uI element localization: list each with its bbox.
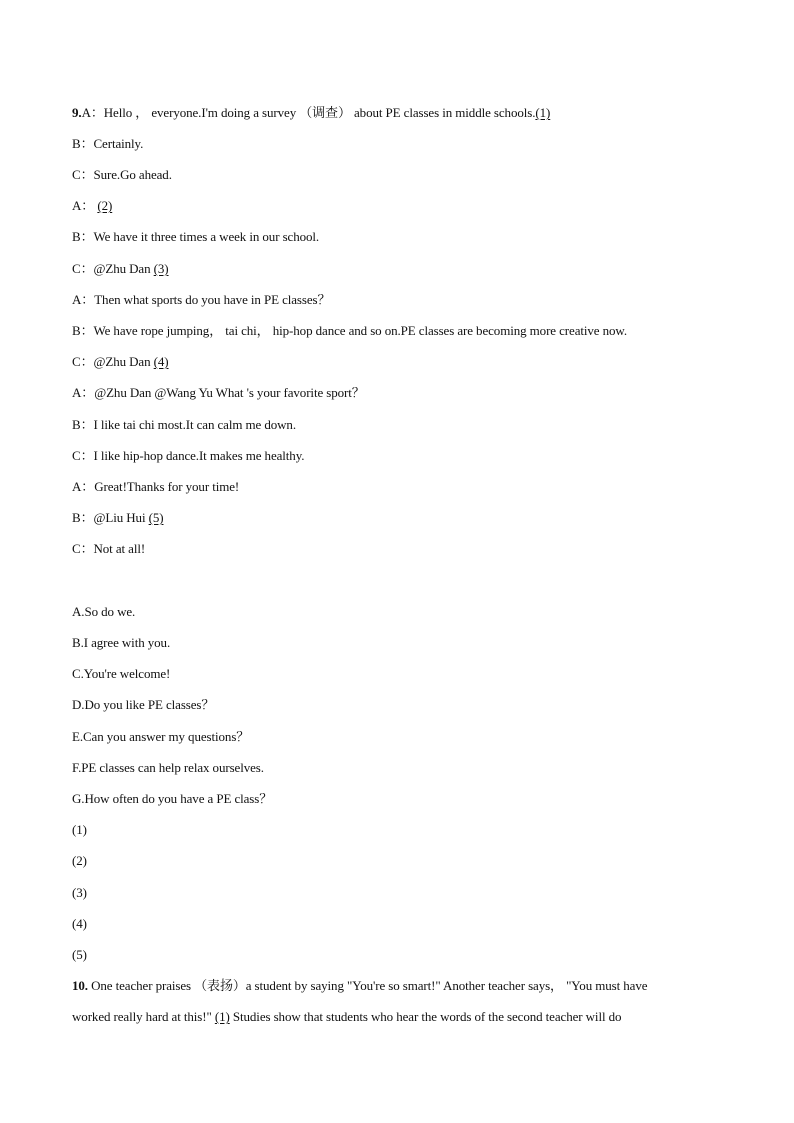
q10-line-2	[72, 1009, 621, 1025]
option-a: A.So do we.	[72, 604, 136, 619]
speaker: B：	[72, 229, 94, 244]
question-number: 9.	[72, 105, 82, 120]
q9-line-1	[72, 105, 550, 121]
dialogue-text: @Zhu Dan @Wang Yu What 's your favorite sport？	[94, 385, 365, 400]
dialogue-text: We have it three times a week in our school.	[93, 229, 320, 244]
speaker: A：	[72, 385, 95, 400]
dialogue-text: @Liu Hui	[93, 510, 146, 525]
dialogue-text: We have rope jumping， tai chi， hip-hop dance and so on.PE classes are becoming more creative now.	[93, 323, 628, 338]
answer-blank[interactable]: (5)	[148, 510, 164, 525]
answer-blank[interactable]: (3)	[153, 261, 169, 276]
q9-line-3	[72, 167, 172, 183]
dialogue-text: I like hip-hop dance.It makes me healthy.	[93, 448, 305, 463]
answer-blank[interactable]: (1)	[535, 105, 551, 120]
q9-line-8	[72, 323, 627, 339]
speaker: C：	[72, 541, 94, 556]
speaker: A：	[72, 292, 95, 307]
speaker: A：	[72, 198, 95, 213]
speaker: C：	[72, 354, 94, 369]
answer-blank[interactable]: (2)	[97, 198, 113, 213]
q9-line-7	[72, 292, 330, 308]
speaker: C：	[72, 167, 94, 182]
speaker: C：	[72, 448, 94, 463]
dialogue-text: I like tai chi most.It can calm me down.	[93, 417, 296, 432]
speaker: B：	[72, 510, 94, 525]
answer-slot-4[interactable]: (4)	[72, 916, 87, 931]
q10-line-1	[72, 978, 647, 994]
q9-line-5	[72, 229, 319, 245]
answer-slot-5[interactable]: (5)	[72, 947, 87, 962]
option-b: B.I agree with you.	[72, 635, 171, 650]
dialogue-text: @Zhu Dan	[93, 261, 151, 276]
answer-slot-1[interactable]: (1)	[72, 822, 87, 837]
passage-text: Studies show that students who hear the words of the second teacher will do	[232, 1009, 622, 1024]
q9-line-9	[72, 354, 169, 370]
q9-line-6	[72, 261, 169, 277]
dialogue-text: Certainly.	[93, 136, 144, 151]
dialogue-text: @Zhu Dan	[93, 354, 151, 369]
speaker: B：	[72, 323, 94, 338]
option-e: E.Can you answer my questions？	[72, 729, 250, 744]
question-number: 10.	[72, 978, 88, 993]
speaker: C：	[72, 261, 94, 276]
dialogue-text: Not at all!	[93, 541, 146, 556]
answer-blank[interactable]: (4)	[153, 354, 169, 369]
q9-line-15	[72, 541, 145, 557]
option-f: F.PE classes can help relax ourselves.	[72, 760, 264, 775]
option-d: D.Do you like PE classes？	[72, 697, 215, 712]
q9-line-11	[72, 417, 296, 433]
dialogue-text: Then what sports do you have in PE classes？	[94, 292, 331, 307]
q9-line-4	[72, 198, 112, 214]
q9-line-13	[72, 479, 239, 495]
answer-slot-2[interactable]: (2)	[72, 853, 87, 868]
q9-line-14	[72, 510, 163, 526]
q9-line-2	[72, 136, 143, 152]
dialogue-text: Great!Thanks for your time!	[94, 479, 240, 494]
option-c: C.You're welcome!	[72, 666, 171, 681]
answer-blank[interactable]: (1)	[214, 1009, 230, 1024]
dialogue-text: Hello ， everyone.I'm doing a survey （调查） about PE classes in middle schools.	[103, 105, 536, 120]
passage-text: worked really hard at this!"	[72, 1009, 212, 1024]
option-g: G.How often do you have a PE class？	[72, 791, 273, 806]
passage-text: One teacher praises （表扬）a student by saying "You're so smart!" Another teacher says， "You must have	[91, 978, 648, 993]
dialogue-text: Sure.Go ahead.	[93, 167, 172, 182]
q9-line-12	[72, 448, 304, 464]
q9-line-10	[72, 385, 365, 401]
speaker: B：	[72, 417, 94, 432]
speaker: B：	[72, 136, 94, 151]
speaker: A：	[72, 479, 95, 494]
answer-slot-3[interactable]: (3)	[72, 885, 87, 900]
speaker: A：	[81, 105, 104, 120]
